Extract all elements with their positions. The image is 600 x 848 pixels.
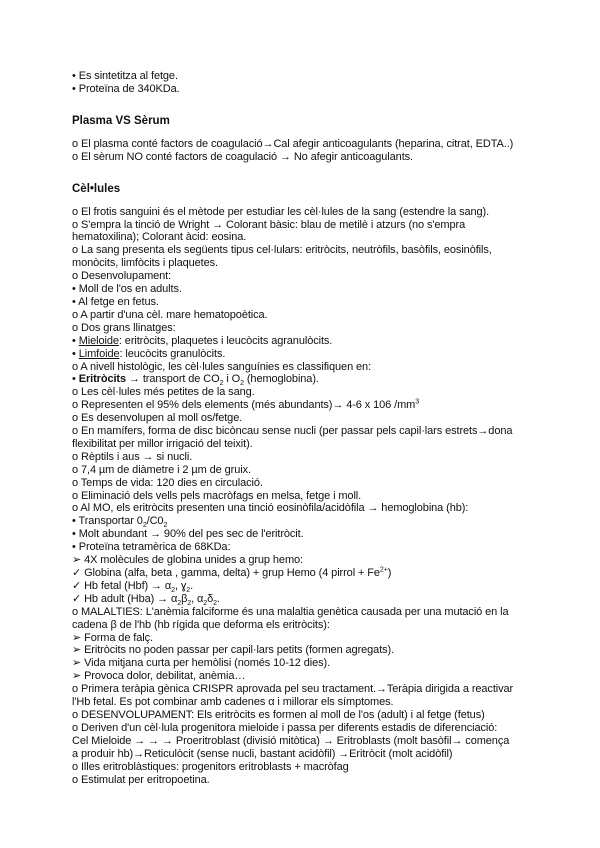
text-span: , ɣ [174, 579, 187, 592]
text-span: o Representen el 95% dels elements (més abundants)→ 4-6 x 106 /mm [72, 399, 416, 412]
text-span: . [216, 592, 220, 605]
text-span: • Transportar 0 [72, 515, 143, 528]
text-line: o El plasma conté factors de coagulació→Cal afegir anticoagulants (heparina, citrat, EDTA..) [72, 137, 514, 150]
text-line: monòcits, limfòcits i plaquetes. [72, 257, 218, 270]
text-line: • Moll de l'os en adults. [72, 283, 182, 296]
text-line: ➢ Forma de falç. [72, 631, 153, 644]
text-span: ✓ Globina (alfa, beta , gamma, delta) + grup Hemo (4 pirrol + Fe [72, 567, 380, 579]
text-line: a produir hb)→Reticulòcit (sense nucli, bastant acidòfil) →Eritròcit (molt acidòfil) [72, 747, 453, 760]
text-line: • Al fetge en fetus. [72, 295, 159, 308]
superscript: 2+ [379, 566, 388, 574]
text-line: • Eritròcits → transport de $CO_2$ i $O_2$ (hemoglobina). [72, 373, 319, 388]
subscript: 2 [142, 522, 147, 530]
text-line: o DESENVOLUPAMENT: Els eritròcits es formen al moll de l'os (adult) i al fetge (fetus) [72, 708, 485, 721]
text-line: • Mieloide: eritròcits, plaquetes i leucòcits agranulòcits. [72, 334, 333, 347]
subscript: 2 [187, 600, 192, 607]
text-line: • Proteïna tetramèrica de 68KDa: [72, 541, 231, 554]
subscript: 2 [203, 600, 208, 607]
text-line [72, 515, 562, 528]
text-line: o S'empra la tinció de Wright → Colorant bàsic: blau de metilè i atzurs (no s'empra [72, 218, 466, 231]
subscript: 2 [163, 522, 168, 530]
text-span: ✓ Hb fetal (Hbf) → α [72, 579, 172, 592]
text-span: → transport de CO [126, 373, 220, 386]
subscript: 2 [171, 587, 175, 595]
text-span: : eritròcits, plaquetes i leucòcits agranulòcits. [118, 334, 333, 347]
text-line: o En mamífers, forma de disc bicòncau sense nucli (per passar pels capil·lars estrets→dona [72, 425, 513, 438]
text-line: ➢ Eritròcits no poden passar per capil·lars petits (formen agregats). [72, 644, 395, 657]
text-line: o La sang presenta els següents tipus cel·lulars: eritròcits, neutròfils, basòfils, eosinòfils, [72, 244, 492, 257]
text-line: Cel Mieloide → → → Proeritroblast (divisió mitòtica) → Eritroblasts (molt basòfil→ comença [72, 734, 510, 747]
superscript: 3 [415, 398, 420, 406]
text-line [72, 399, 562, 412]
text-line: o MALALTIES: L'anèmia falciforme és una malaltia genètica causada per una mutació en la [72, 605, 509, 618]
text-span: β [181, 592, 188, 605]
text-span: δ [207, 592, 214, 605]
text-line: o A partir d'una cèl. mare hematopoètica. [72, 308, 268, 321]
text-line: flexibilitat per millor irrigació del teixit). [72, 437, 253, 450]
text-span: , α [191, 592, 204, 605]
text-line: o Illes eritroblàstiques: progenitors eritroblasts + macròfag [72, 760, 349, 773]
mieloide-label: Mieloide [78, 334, 119, 347]
text-line: o Eliminació dels vells pels macròfags en melsa, fetge i moll. [72, 489, 362, 502]
text-line [72, 580, 562, 593]
limfoide-label: Limfoide [78, 347, 120, 360]
text-line [72, 567, 562, 580]
text-span: (hemoglobina). [243, 373, 319, 386]
text-line: o Es desenvolupen al moll os/fetge. [72, 412, 243, 425]
text-span: . [190, 579, 194, 592]
text-line: ➢ Vida mitjana curta per hemòlisi (només 10-12 dies). [72, 657, 331, 670]
text-line: o Rèptils i aus → si nucli. [72, 450, 193, 463]
text-line [72, 593, 562, 606]
section-heading-cells: Cèl•lules [72, 182, 121, 195]
text-line: o Temps de vida: 120 dies en circulació. [72, 476, 263, 489]
text-line: ➢ 4X molècules de globina unides a grup hemo: [72, 554, 303, 567]
text-span: : leucòcits granulòcits. [119, 347, 226, 360]
subscript: 2 [213, 600, 217, 607]
text-line: o El sèrum NO conté factors de coagulació → No afegir anticoagulants. [72, 150, 414, 163]
text-line: • Molt abundant → 90% del pes sec de l'eritròcit. [72, 528, 304, 541]
text-line: cadena β de l'hb (hb rígida que deforma els eritròcits): [72, 618, 330, 631]
subscript: 2 [219, 380, 224, 388]
text-span: ) [387, 567, 392, 579]
text-line: o Dos grans llinatges: [72, 321, 176, 334]
text-line: o 7,4 µm de diàmetre i 2 µm de gruix. [72, 463, 251, 476]
text-line: hematoxilina); Colorant àcid: eosina. [72, 231, 247, 244]
section-heading-plasma: Plasma VS Sèrum [72, 114, 170, 127]
text-line: o Desenvolupament: [72, 270, 172, 283]
text-span: i O [223, 373, 241, 386]
text-line: o A nivell histològic, les cèl·lules sanguínies es classifiquen en: [72, 360, 372, 373]
text-span: ✓ Hb adult (Hba) → α [72, 592, 178, 605]
text-line: o Les cèl·lules més petites de la sang. [72, 386, 255, 399]
document-page [72, 70, 562, 786]
text-span: /C0 [146, 515, 164, 528]
subscript: 2 [177, 600, 182, 607]
text-line: o Primera teràpia gènica CRISPR aprovada pel seu tractament.→Teràpia dirigida a reactivar [72, 683, 514, 696]
text-line: • Limfoide: leucòcits granulòcits. [72, 347, 226, 360]
text-line: • Proteïna de 340KDa. [72, 82, 180, 95]
text-line: o Estimulat per eritropoetina. [72, 773, 210, 786]
text-line: o Deriven d'un cèl·lula progenitora mieloide i passa per diferents estadis de diferenciació: [72, 721, 498, 734]
text-line: o Al MO, els eritròcits presenten una tinció eosinòfila/acidòfila → hemoglobina (hb): [72, 502, 469, 515]
text-line: • Es sintetitza al fetge. [72, 70, 178, 82]
eritrocits-label: Eritròcits [78, 373, 127, 386]
subscript: 2 [240, 380, 244, 388]
subscript: 2 [186, 587, 191, 595]
text-line: ➢ Provoca dolor, debilitat, anèmia… [72, 670, 246, 683]
text-line: l'Hb fetal. Es pot combinar amb cadenes α i millorar els símptomes. [72, 696, 394, 709]
text-line: o El frotis sanguini és el mètode per estudiar les cèl·lules de la sang (estendre la sang). [72, 205, 490, 218]
